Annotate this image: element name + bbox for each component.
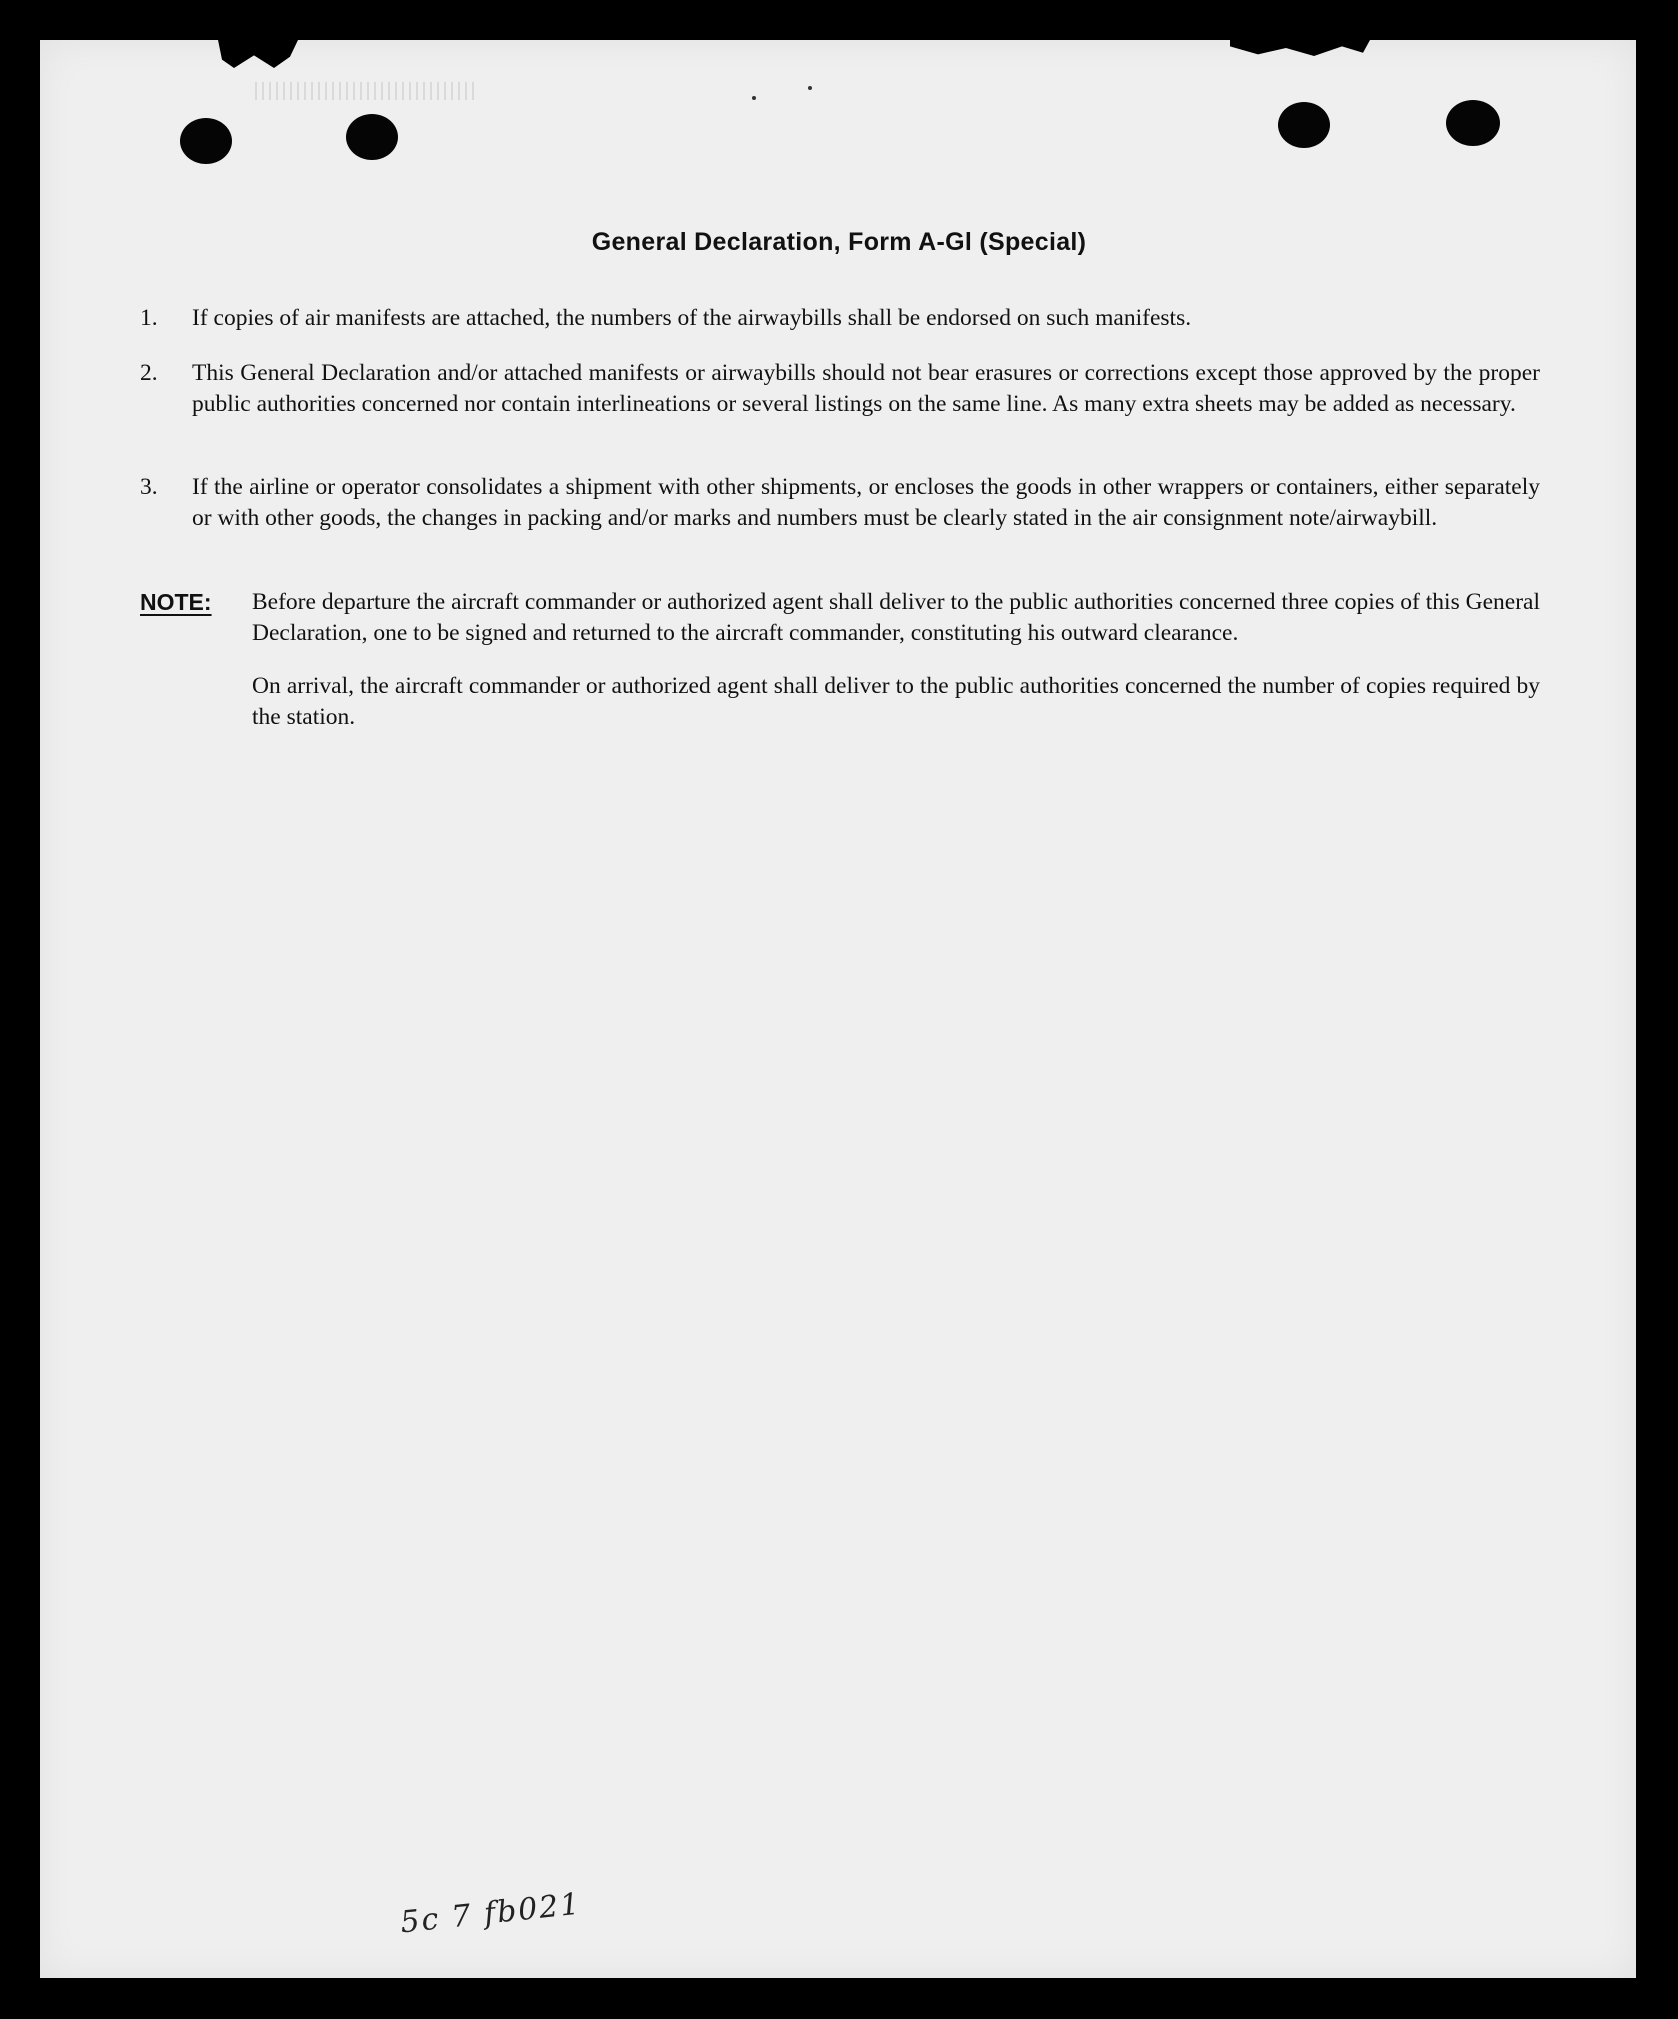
item-number: 3. [140,474,158,500]
punch-hole [1278,102,1330,148]
list-item [140,472,1540,534]
punch-hole [1446,100,1500,146]
paper-speck [752,96,756,100]
item-number: 2. [140,360,158,386]
note-label: NOTE: [140,589,212,615]
handwritten-mark: 5c 7 fb021 [398,1886,583,1941]
item-number: 1. [140,305,158,331]
item-text: If copies of air manifests are attached, the numbers of the airwaybills shall be endorsed on such manifests. [192,305,1192,331]
list-item [140,358,1540,420]
document-title: General Declaration, Form A-Gl (Special) [591,228,1087,256]
list-item [140,303,1540,334]
punch-hole [180,118,232,164]
note-paragraph: On arrival, the aircraft commander or authorized agent shall deliver to the public authorities concerned the number of copies required by the station. [252,673,1540,730]
paper-specks [255,82,475,100]
punch-hole [346,114,398,160]
note-section [140,587,1540,755]
item-text: This General Declaration and/or attached manifests or airwaybills should not bear erasures or corrections except those approved by the proper public authorities concerned nor contain interlineations or several listings on the same line. As many extra sheets may be added as necessary. [192,360,1540,417]
paper-speck [808,86,812,90]
item-text: If the airline or operator consolidates a shipment with other shipments, or encloses the goods in other wrappers or containers, either separately or with other goods, the changes in packing and/or marks and numbers must be clearly stated in the air consignment note/airwaybill. [192,474,1540,531]
note-paragraph: Before departure the aircraft commander or authorized agent shall deliver to the public authorities concerned three copies of this General Declaration, one to be signed and returned to the aircraft commander, constituting his outward clearance. [252,589,1540,646]
